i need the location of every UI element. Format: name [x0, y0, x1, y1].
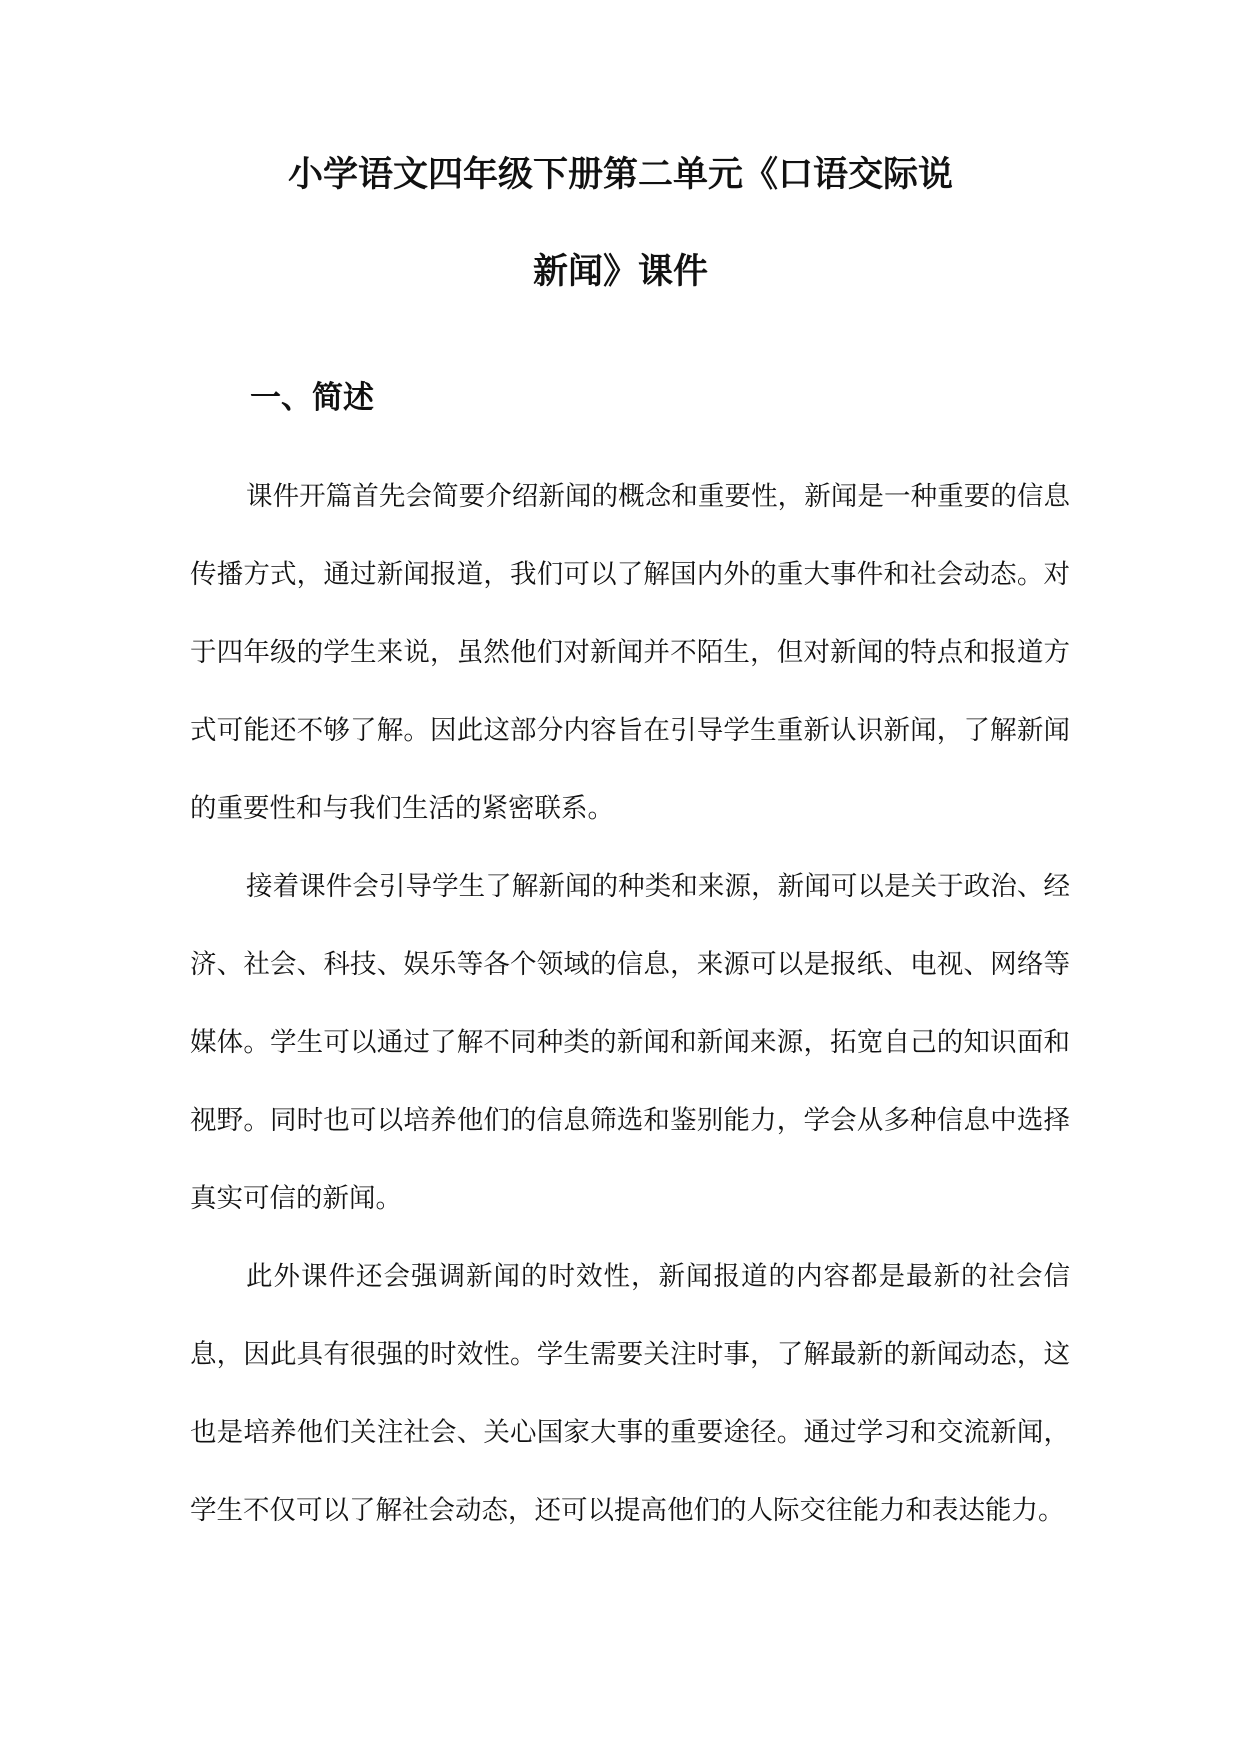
paragraph-2: 接着课件会引导学生了解新闻的种类和来源，新闻可以是关于政治、经济、社会、科技、娱乐等各个领域的信息，来源可以是报纸、电视、网络等媒体。学生可以通过了解不同种类的新闻和新闻来源，拓宽自己的知识面和视野。同时也可以培养他们的信息筛选和鉴别能力，学会从多种信息中选择真实可信的新闻。: [190, 871, 1070, 1214]
document-title-line-2: 新闻》课件: [532, 252, 708, 292]
paragraph-1: 课件开篇首先会简要介绍新闻的概念和重要性，新闻是一种重要的信息传播方式，通过新闻报道，我们可以了解国内外的重大事件和社会动态。对于四年级的学生来说，虽然他们对新闻并不陌生，但对新闻的特点和报道方式可能还不够了解。因此这部分内容旨在引导学生重新认识新闻，了解新闻的重要性和与我们生活的紧密联系。: [190, 481, 1070, 824]
section-body: [190, 458, 1070, 1550]
section-heading: 一、简述: [250, 380, 374, 416]
paragraph-3: 此外课件还会强调新闻的时效性，新闻报道的内容都是最新的社会信息，因此具有很强的时效性。学生需要关注时事，了解最新的新闻动态，这也是培养他们关注社会、关心国家大事的重要途径。通过学习和交流新闻，学生不仅可以了解社会动态，还可以提高他们的人际交往能力和表达能力。: [190, 1261, 1070, 1526]
document-title-line-1: 小学语文四年级下册第二单元《口语交际说: [287, 155, 953, 195]
